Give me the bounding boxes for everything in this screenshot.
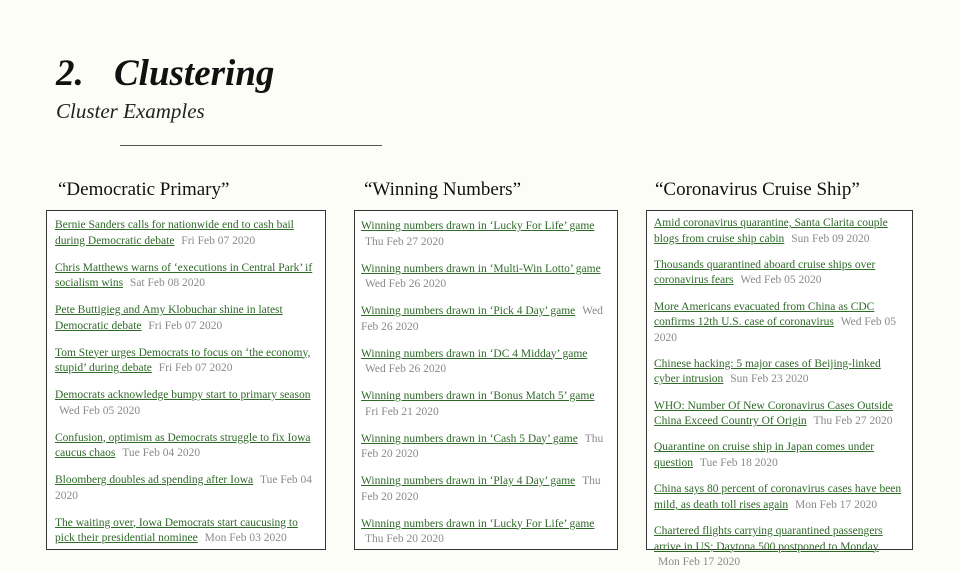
article-headline-link[interactable]: China says 80 percent of coronavirus cases have been mild, as death toll rises again bbox=[654, 483, 902, 511]
article-date: Fri Feb 07 2020 bbox=[181, 234, 256, 247]
article-headline-link[interactable]: Bernie Sanders calls for nationwide end to cash bail during Democratic debate bbox=[55, 219, 294, 247]
cluster-heading-winning-numbers: “Winning Numbers” bbox=[364, 179, 522, 200]
article-headline-link[interactable]: Winning numbers drawn in ‘DC 4 Midday’ game bbox=[361, 347, 588, 360]
slide-subtitle: Cluster Examples bbox=[56, 99, 205, 123]
article-date: Sun Feb 09 2020 bbox=[791, 232, 870, 245]
article-headline-link[interactable]: WHO: Number Of New Coronavirus Cases Outside China Exceed Country Of Origin bbox=[654, 399, 893, 428]
article-item bbox=[55, 516, 319, 547]
article-date: Sat Feb 08 2020 bbox=[129, 277, 205, 289]
article-item bbox=[654, 524, 906, 571]
article-item bbox=[361, 219, 613, 250]
article-date: Tue Feb 04 2020 bbox=[122, 447, 201, 459]
article-headline-link[interactable]: Winning numbers drawn in ‘Bonus Match 5’ game bbox=[361, 390, 595, 402]
article-item bbox=[55, 261, 319, 292]
article-item bbox=[654, 399, 906, 430]
article-item bbox=[55, 473, 319, 504]
article-headline-link[interactable]: Thousands quarantined aboard cruise ships over coronavirus fears bbox=[654, 258, 876, 287]
article-headline-link[interactable]: Chris Matthews warns of ‘executions in Central Park’ if socialism wins bbox=[55, 261, 313, 289]
cluster-panel-coronavirus-cruise-ship[interactable] bbox=[646, 210, 913, 569]
article-item bbox=[654, 216, 906, 247]
article-item bbox=[654, 357, 906, 388]
section-title: Clustering bbox=[114, 53, 275, 94]
article-headline-link[interactable]: The waiting over, Iowa Democrats start caucusing to pick their presidential nominee bbox=[55, 516, 298, 544]
article-date: Wed Feb 26 2020 bbox=[365, 363, 447, 375]
article-item bbox=[55, 346, 319, 377]
article-headline-link[interactable]: Pete Buttigieg and Amy Klobuchar shine in latest Democratic debate bbox=[55, 304, 283, 332]
article-headline-link[interactable]: Quarantine on cruise ship in Japan comes under question bbox=[654, 441, 875, 469]
article-date: Thu Feb 20 2020 bbox=[365, 533, 444, 545]
article-headline-link[interactable]: Winning numbers drawn in ‘Multi-Win Lotto’ game bbox=[361, 262, 601, 275]
title-divider bbox=[120, 145, 382, 146]
article-headline-link[interactable]: Tom Steyer urges Democrats to focus on ‘the economy, stupid’ during debate bbox=[55, 346, 311, 374]
cluster-heading-coronavirus-cruise-ship: “Coronavirus Cruise Ship” bbox=[655, 179, 860, 200]
article-date: Tue Feb 04 2020 bbox=[55, 474, 312, 502]
article-date: Fri Feb 21 2020 bbox=[365, 405, 439, 418]
slide-title bbox=[56, 52, 274, 96]
cluster-panel-democratic-primary[interactable] bbox=[46, 210, 326, 550]
article-date: Thu Feb 27 2020 bbox=[813, 415, 893, 428]
article-item bbox=[654, 482, 906, 513]
article-headline-link[interactable]: Winning numbers drawn in ‘Cash 5 Day’ game bbox=[361, 432, 578, 445]
article-item bbox=[654, 300, 906, 347]
article-item bbox=[55, 431, 319, 462]
article-item bbox=[55, 388, 319, 419]
article-date: Thu Feb 20 2020 bbox=[361, 432, 604, 460]
article-date: Mon Feb 03 2020 bbox=[204, 532, 287, 544]
article-date: Wed Feb 26 2020 bbox=[365, 278, 447, 290]
article-date: Wed Feb 05 2020 bbox=[654, 316, 896, 344]
section-number: 2. bbox=[56, 53, 84, 94]
article-date: Thu Feb 27 2020 bbox=[365, 235, 444, 248]
article-date: Wed Feb 26 2020 bbox=[361, 305, 603, 333]
article-date: Mon Feb 17 2020 bbox=[795, 498, 878, 511]
article-headline-link[interactable]: Chartered flights carrying quarantined passengers arrive in US; Daytona 500 postponed to Monday bbox=[654, 525, 883, 553]
article-item bbox=[654, 440, 906, 471]
article-item bbox=[361, 517, 613, 548]
article-date: Fri Feb 07 2020 bbox=[158, 362, 233, 374]
article-headline-link[interactable]: Democrats acknowledge bumpy start to primary season bbox=[55, 389, 311, 401]
article-headline-link[interactable]: Amid coronavirus quarantine, Santa Clarita couple blogs from cruise ship cabin bbox=[654, 217, 888, 245]
article-date: Wed Feb 05 2020 bbox=[740, 274, 822, 287]
article-headline-link[interactable]: Confusion, optimism as Democrats struggle to fix Iowa caucus chaos bbox=[55, 431, 311, 459]
article-date: Sun Feb 23 2020 bbox=[730, 373, 809, 386]
article-headline-link[interactable]: Bloomberg doubles ad spending after Iowa bbox=[55, 474, 254, 486]
article-item bbox=[55, 218, 319, 249]
article-item bbox=[55, 303, 319, 334]
article-date: Tue Feb 18 2020 bbox=[699, 456, 778, 469]
article-item bbox=[361, 347, 613, 378]
cluster-panel-winning-numbers[interactable] bbox=[354, 210, 618, 550]
article-headline-link[interactable]: Winning numbers drawn in ‘Lucky For Life’ game bbox=[361, 220, 595, 232]
article-item bbox=[361, 389, 613, 420]
article-date: Fri Feb 07 2020 bbox=[148, 319, 223, 332]
article-item bbox=[361, 474, 613, 505]
article-headline-link[interactable]: Winning numbers drawn in ‘Play 4 Day’ game bbox=[361, 475, 576, 487]
article-date: Thu Feb 20 2020 bbox=[361, 475, 601, 503]
article-date: Mon Feb 17 2020 bbox=[658, 556, 741, 569]
article-item bbox=[361, 262, 613, 293]
article-item bbox=[361, 432, 613, 463]
article-date: Wed Feb 05 2020 bbox=[59, 404, 141, 417]
article-headline-link[interactable]: More Americans evacuated from China as CDC confirms 12th U.S. case of coronavirus bbox=[654, 300, 875, 329]
article-item bbox=[361, 304, 613, 335]
article-headline-link[interactable]: Chinese hacking: 5 major cases of Beijing-linked cyber intrusion bbox=[654, 357, 881, 386]
cluster-heading-democratic-primary: “Democratic Primary” bbox=[58, 179, 230, 200]
article-headline-link[interactable]: Winning numbers drawn in ‘Lucky For Life’ game bbox=[361, 517, 595, 530]
article-headline-link[interactable]: Winning numbers drawn in ‘Pick 4 Day’ game bbox=[361, 305, 576, 317]
article-item bbox=[654, 258, 906, 289]
